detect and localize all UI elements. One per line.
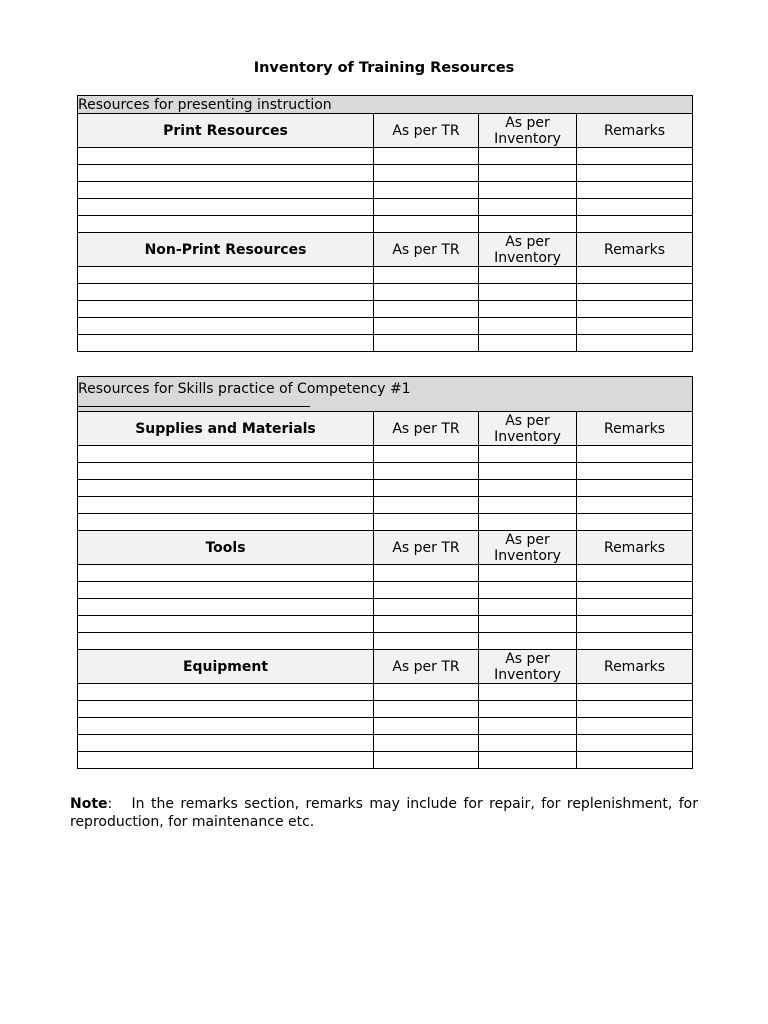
table-row [78,216,693,233]
as-per-tr-cell[interactable] [374,216,479,233]
category-tools: Tools [78,531,374,565]
as-per-inventory-cell[interactable] [479,735,577,752]
remarks-cell[interactable] [577,284,693,301]
as-per-inventory-cell[interactable] [479,514,577,531]
remarks-note [70,796,698,831]
table-row [78,301,693,318]
as-per-tr-cell[interactable] [374,497,479,514]
as-per-tr-cell[interactable] [374,514,479,531]
as-per-tr-cell[interactable] [374,301,479,318]
col-as-per-tr: As per TR [374,650,479,684]
as-per-inventory-cell[interactable] [479,182,577,199]
fill-in-blank-line [78,406,310,407]
table-row [78,335,693,352]
table-row [78,182,693,199]
as-per-tr-cell[interactable] [374,565,479,582]
as-per-inventory-cell[interactable] [479,684,577,701]
col-as-per-inventory: As per Inventory [479,114,577,148]
table-row [78,684,693,701]
table-row [78,463,693,480]
resource-cell[interactable] [78,446,374,463]
table-row [78,565,693,582]
as-per-tr-cell[interactable] [374,318,479,335]
remarks-cell[interactable] [577,480,693,497]
resource-cell[interactable] [78,582,374,599]
as-per-inventory-cell[interactable] [479,599,577,616]
resource-cell[interactable] [78,633,374,650]
remarks-cell[interactable] [577,267,693,284]
table-row [78,148,693,165]
as-per-tr-cell[interactable] [374,684,479,701]
remarks-cell[interactable] [577,318,693,335]
as-per-inventory-cell[interactable] [479,335,577,352]
skills-practice-table [77,376,693,769]
as-per-tr-cell[interactable] [374,582,479,599]
resource-cell[interactable] [78,165,374,182]
as-per-inventory-cell[interactable] [479,301,577,318]
remarks-cell[interactable] [577,182,693,199]
as-per-tr-cell[interactable] [374,446,479,463]
category-supplies-and-materials: Supplies and Materials [78,412,374,446]
remarks-cell[interactable] [577,148,693,165]
remarks-cell[interactable] [577,199,693,216]
as-per-tr-cell[interactable] [374,480,479,497]
table-row [78,497,693,514]
table-row [78,284,693,301]
as-per-inventory-cell[interactable] [479,616,577,633]
resource-cell[interactable] [78,735,374,752]
resource-cell[interactable] [78,148,374,165]
col-as-per-inventory: As per Inventory [479,412,577,446]
resource-cell[interactable] [78,463,374,480]
as-per-inventory-cell[interactable] [479,582,577,599]
note-label: Note [70,796,108,812]
as-per-inventory-cell[interactable] [479,199,577,216]
remarks-cell[interactable] [577,301,693,318]
col-remarks: Remarks [577,650,693,684]
as-per-tr-cell[interactable] [374,599,479,616]
remarks-cell[interactable] [577,497,693,514]
resource-cell[interactable] [78,480,374,497]
table-row [78,318,693,335]
as-per-tr-cell[interactable] [374,463,479,480]
as-per-inventory-cell[interactable] [479,718,577,735]
category-print-resources: Print Resources [78,114,374,148]
remarks-cell[interactable] [577,582,693,599]
table-row [78,514,693,531]
resource-cell[interactable] [78,599,374,616]
as-per-inventory-cell[interactable] [479,267,577,284]
as-per-tr-cell[interactable] [374,284,479,301]
col-as-per-inventory: As per Inventory [479,233,577,267]
as-per-tr-cell[interactable] [374,148,479,165]
table-row [78,616,693,633]
table-row [78,735,693,752]
table-row [78,446,693,463]
group-header-row [78,650,693,684]
resource-cell[interactable] [78,701,374,718]
table-row [78,633,693,650]
as-per-inventory-cell[interactable] [479,752,577,769]
as-per-inventory-cell[interactable] [479,497,577,514]
as-per-inventory-cell[interactable] [479,633,577,650]
as-per-inventory-cell[interactable] [479,446,577,463]
section-heading: Resources for Skills practice of Competency #1 [78,381,411,397]
as-per-inventory-cell[interactable] [479,463,577,480]
as-per-inventory-cell[interactable] [479,148,577,165]
as-per-tr-cell[interactable] [374,616,479,633]
resource-cell[interactable] [78,182,374,199]
col-remarks: Remarks [577,114,693,148]
table-row [78,480,693,497]
resource-cell[interactable] [78,752,374,769]
table-row [78,582,693,599]
as-per-tr-cell[interactable] [374,718,479,735]
as-per-tr-cell[interactable] [374,335,479,352]
presenting-instruction-table [77,95,693,352]
remarks-cell[interactable] [577,446,693,463]
col-as-per-tr: As per TR [374,412,479,446]
resource-cell[interactable] [78,684,374,701]
document-title: Inventory of Training Resources [253,60,515,76]
section-heading-row [78,377,693,412]
remarks-cell[interactable] [577,599,693,616]
remarks-cell[interactable] [577,718,693,735]
remarks-cell[interactable] [577,616,693,633]
remarks-cell[interactable] [577,701,693,718]
resource-cell[interactable] [78,616,374,633]
col-as-per-inventory: As per Inventory [479,531,577,565]
group-header-row [78,531,693,565]
as-per-tr-cell[interactable] [374,165,479,182]
resource-cell[interactable] [78,318,374,335]
table-row [78,199,693,216]
resource-cell[interactable] [78,514,374,531]
as-per-inventory-cell[interactable] [479,216,577,233]
as-per-tr-cell[interactable] [374,182,479,199]
group-header-row [78,233,693,267]
as-per-inventory-cell[interactable] [479,165,577,182]
col-as-per-inventory: As per Inventory [479,650,577,684]
as-per-inventory-cell[interactable] [479,565,577,582]
remarks-cell[interactable] [577,752,693,769]
as-per-tr-cell[interactable] [374,752,479,769]
as-per-inventory-cell[interactable] [479,284,577,301]
resource-cell[interactable] [78,335,374,352]
resource-cell[interactable] [78,301,374,318]
remarks-cell[interactable] [577,514,693,531]
col-remarks: Remarks [577,412,693,446]
as-per-tr-cell[interactable] [374,267,479,284]
table-row [78,718,693,735]
category-equipment: Equipment [78,650,374,684]
table-row [78,599,693,616]
resource-cell[interactable] [78,718,374,735]
as-per-inventory-cell[interactable] [479,318,577,335]
remarks-cell[interactable] [577,565,693,582]
table-row [78,752,693,769]
remarks-cell[interactable] [577,165,693,182]
as-per-tr-cell[interactable] [374,199,479,216]
as-per-tr-cell[interactable] [374,735,479,752]
group-header-row [78,114,693,148]
note-colon: : [107,796,132,812]
remarks-cell[interactable] [577,735,693,752]
remarks-cell[interactable] [577,633,693,650]
col-as-per-tr: As per TR [374,531,479,565]
resource-cell[interactable] [78,267,374,284]
as-per-tr-cell[interactable] [374,701,479,718]
col-remarks: Remarks [577,233,693,267]
resource-cell[interactable] [78,497,374,514]
section-heading-row [78,96,693,114]
resource-cell[interactable] [78,565,374,582]
remarks-cell[interactable] [577,684,693,701]
table-row [78,267,693,284]
resource-cell[interactable] [78,216,374,233]
table-row [78,165,693,182]
group-header-row [78,412,693,446]
remarks-cell[interactable] [577,216,693,233]
col-as-per-tr: As per TR [374,114,479,148]
col-as-per-tr: As per TR [374,233,479,267]
as-per-inventory-cell[interactable] [479,480,577,497]
remarks-cell[interactable] [577,335,693,352]
as-per-inventory-cell[interactable] [479,701,577,718]
resource-cell[interactable] [78,199,374,216]
remarks-cell[interactable] [577,463,693,480]
note-text: In the remarks section, remarks may include for repair, for replenishment, for reproduction, for maintenance etc. [70,796,698,830]
section-heading: Resources for presenting instruction [78,96,332,113]
category-non-print-resources: Non-Print Resources [78,233,374,267]
resource-cell[interactable] [78,284,374,301]
col-remarks: Remarks [577,531,693,565]
as-per-tr-cell[interactable] [374,633,479,650]
table-row [78,701,693,718]
